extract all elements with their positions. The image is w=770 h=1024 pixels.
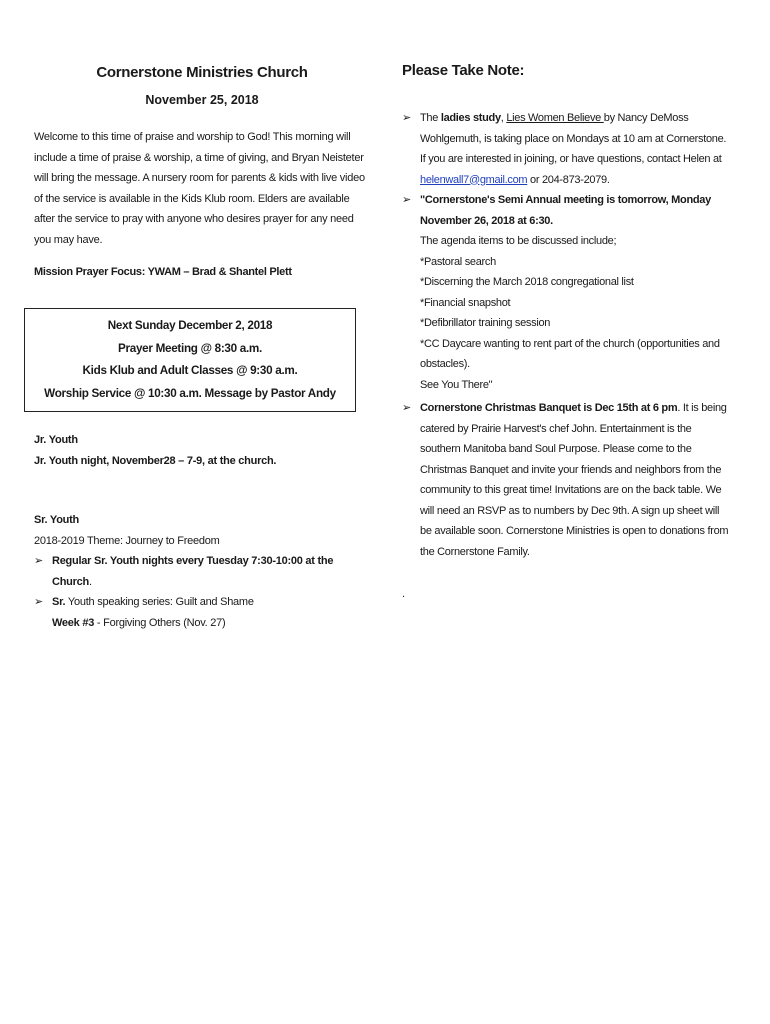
arrow-bullet-icon: ➢ xyxy=(402,194,411,206)
sr-youth-section xyxy=(34,510,370,633)
jr-youth-heading: Jr. Youth xyxy=(34,434,78,446)
sr-youth-theme: 2018-2019 Theme: Journey to Freedom xyxy=(34,534,220,547)
left-column xyxy=(34,64,370,278)
ladies-study-label: ladies study xyxy=(440,112,501,124)
week-label: Week #3 xyxy=(52,616,95,629)
agenda-item: *Defibrillator training session xyxy=(420,317,551,329)
notes-title: Please Take Note: xyxy=(402,62,525,79)
jr-youth-detail: Jr. Youth night, November28 – 7-9, at the church. xyxy=(34,454,277,467)
agenda-item: *Pastoral search xyxy=(420,255,496,268)
prayer-meeting-time: Prayer Meeting @ 8:30 a.m. xyxy=(118,341,262,355)
mission-prayer-focus: Mission Prayer Focus: YWAM – Brad & Shantel Plett xyxy=(34,266,292,278)
church-title: Cornerstone Ministries Church xyxy=(96,64,308,81)
agenda-item: *Discerning the March 2018 congregational list xyxy=(420,276,634,288)
note1-comma: , xyxy=(500,112,507,124)
banquet-announcement: Cornerstone Christmas Banquet is Dec 15th at 6 pm xyxy=(420,402,678,414)
arrow-bullet-icon: ➢ xyxy=(402,112,411,124)
note-semi-annual-meeting xyxy=(402,190,732,395)
note1-pre: The xyxy=(420,112,441,124)
arrow-bullet-icon: ➢ xyxy=(34,596,43,608)
book-title: Lies Women Believe xyxy=(506,112,604,124)
agenda-intro: The agenda items to be discussed include; xyxy=(420,235,617,247)
arrow-bullet-icon: ➢ xyxy=(402,402,411,414)
note-ladies-study xyxy=(402,108,732,190)
see-you-there: See You There" xyxy=(420,378,493,391)
worship-service-time: Worship Service @ 10:30 a.m. Message by Pastor Andy xyxy=(44,386,336,400)
list-item xyxy=(34,551,370,592)
week-topic: - Forgiving Others (Nov. 27) xyxy=(94,616,226,629)
email-link[interactable]: helenwall7@gmail.com xyxy=(420,173,528,186)
bulletin-date: November 25, 2018 xyxy=(145,93,259,107)
week-line xyxy=(34,613,370,634)
next-sunday-box xyxy=(24,308,356,412)
banquet-details: . It is being catered by Prairie Harvest's chef John. Entertainment is the southern Manitoba band Soul Purpose. Please come to the Christmas Banquet and invite your friends and neighbors from the community to this great time! Invitations are on the back table. We will need an RSVP as to numbers by Dec 9th. A sign up sheet will be available soon. Cornerstone Ministries is open to donations from the Cornerstone Family. xyxy=(420,402,729,558)
agenda-item: *CC Daycare wanting to rent part of the church (opportunities and obstacles). xyxy=(420,337,720,370)
jr-youth-section xyxy=(34,430,370,471)
sr-youth-nights: Regular Sr. Youth nights every Tuesday 7:30-10:00 at the Church xyxy=(52,555,334,588)
note1-details: by Nancy DeMoss Wohlgemuth, is taking place on Mondays at 10 am at Cornerstone. If you are interested in joining, or have questions, contact Helen at xyxy=(420,112,727,165)
arrow-bullet-icon: ➢ xyxy=(34,555,43,567)
welcome-paragraph: Welcome to this time of praise and worship to God! This morning will include a time of praise & worship, a time of giving, and Bryan Neisteter will bring the message. A nursery room for parents & kids with live video of the service is available in the Kids Klub room. Elders are available after the service to pray with anyone who desires prayer for any need you may have. xyxy=(34,131,365,246)
sr-label: Sr. xyxy=(52,596,66,608)
list-item xyxy=(34,592,370,613)
next-sunday-date: Next Sunday December 2, 2018 xyxy=(107,319,273,332)
phone-number: or 204-873-2079. xyxy=(527,173,610,186)
sr-youth-nights-end: . xyxy=(89,575,92,588)
note-christmas-banquet xyxy=(402,398,732,562)
kids-klub-time: Kids Klub and Adult Classes @ 9:30 a.m. xyxy=(82,364,298,377)
agenda-item: *Financial snapshot xyxy=(420,296,511,309)
speaking-series: Youth speaking series: Guilt and Shame xyxy=(65,596,254,608)
trailing-period: . xyxy=(402,588,406,600)
right-column xyxy=(402,62,732,558)
sr-youth-heading: Sr. Youth xyxy=(34,514,80,526)
meeting-announcement: "Cornerstone's Semi Annual meeting is tomorrow, Monday November 26, 2018 at 6:30. xyxy=(420,194,711,227)
